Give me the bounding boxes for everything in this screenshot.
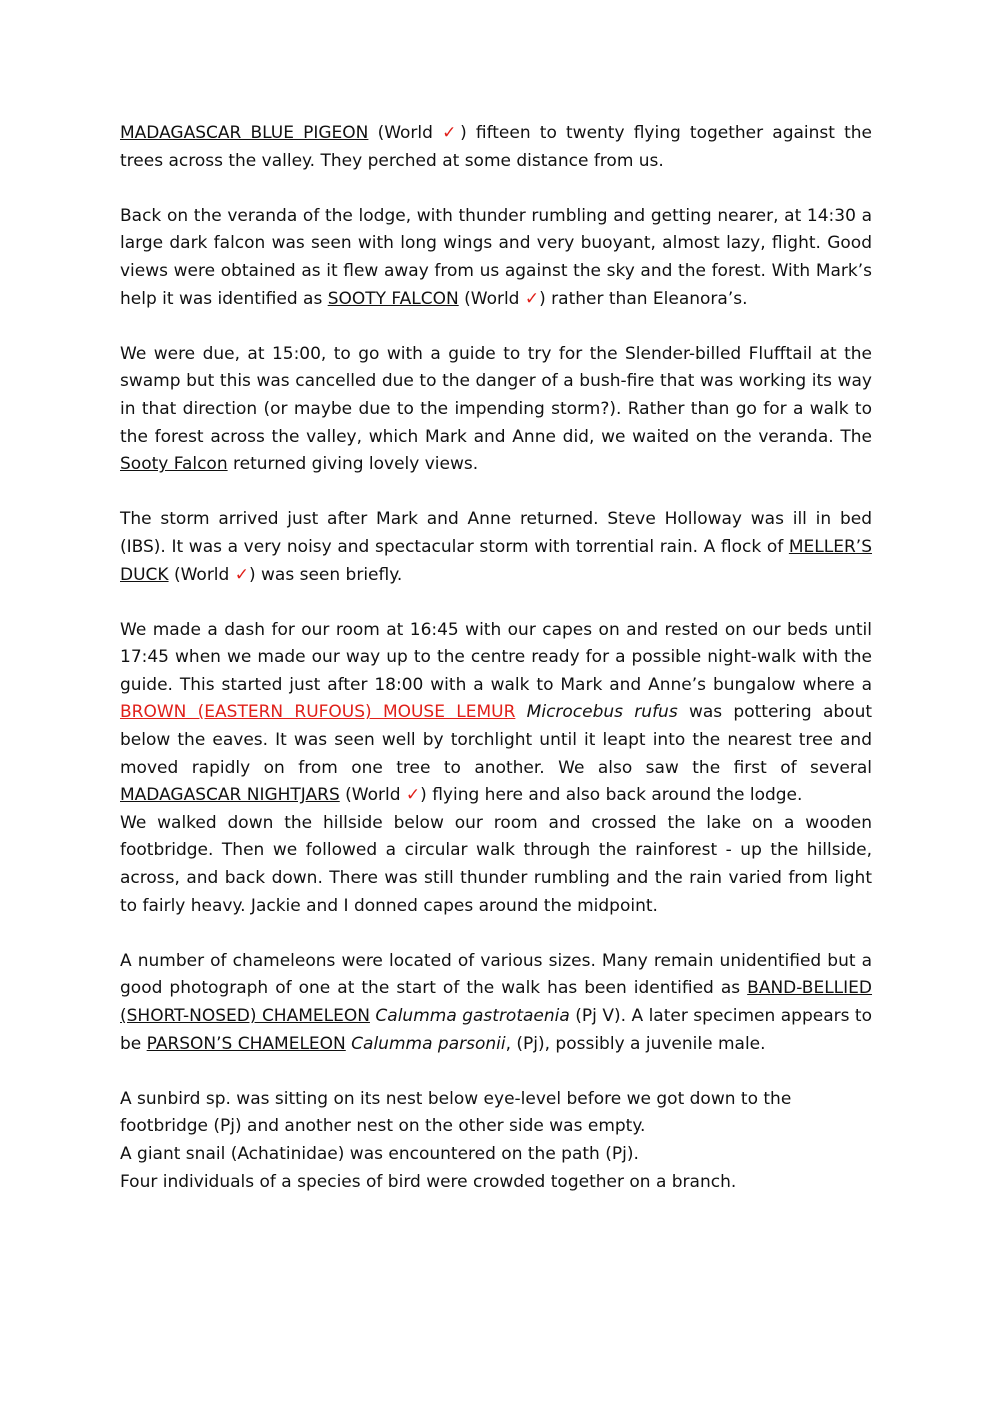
text-run: ) rather than Eleanora’s.	[539, 288, 748, 309]
paragraph-storm	[120, 506, 872, 589]
text-run: A number of chameleons were located of various sizes. Many remain unidentified but a good photograph of one at the start of the walk has been identified as	[120, 950, 872, 999]
species-name: MADAGASCAR NIGHTJARS	[120, 785, 340, 806]
text-run: We walked down the hillside below our room and crossed the lake on a wooden footbridge. Then we followed a circular walk through the rainforest - up the hillside, across, and back down. There was still thunder rumbling and the rain varied from light to fairly heavy. Jackie and I donned capes around the midpoint.	[120, 812, 872, 916]
text-run: was pottering about below the eaves. It was seen well by torchlight until it leapt into the nearest tree and moved rapidly on from one tree to another. We also saw the first of several	[120, 702, 873, 778]
species-name: PARSON’S CHAMELEON	[146, 1033, 346, 1054]
document-page	[120, 120, 872, 1196]
text-run: (World	[368, 123, 443, 143]
latin-name: Microcebus rufus	[526, 702, 678, 723]
paragraph-blue-pigeon	[120, 120, 872, 175]
species-name: Sooty Falcon	[120, 454, 228, 475]
text-run: (World	[168, 564, 235, 585]
text-line: Four individuals of a species of bird were crowded together on a branch.	[120, 1171, 737, 1192]
checkmark-icon: ✓	[524, 288, 540, 309]
text-run: ) flying here and also back around the lodge.	[420, 785, 803, 806]
text-line: A sunbird sp. was sitting on its nest below eye-level before we got down to the footbridge (Pj) and another nest on the other side was empty.	[120, 1088, 792, 1137]
species-name: BAND-BELLIED (SHORT-NOSED) CHAMELEON	[120, 978, 872, 1026]
paragraph-sunbird	[120, 1086, 872, 1196]
paragraph-night-walk	[120, 617, 872, 810]
checkmark-icon: ✓	[442, 123, 461, 143]
text-run: , (Pj), possibly a juvenile male.	[505, 1033, 766, 1054]
text-run: ) fifteen to twenty flying together against the trees across the valley. They perched at some distance from us.	[120, 123, 872, 171]
paragraph-footbridge	[120, 810, 872, 920]
text-run: We made a dash for our room at 16:45 with our capes on and rested on our beds until 17:45 when we made our way up to the centre ready for a possible night-walk with the guide. This started just after 18:00 with a walk to Mark and Anne’s bungalow where a	[120, 619, 872, 695]
checkmark-icon: ✓	[405, 785, 421, 806]
species-name: MADAGASCAR BLUE PIGEON	[120, 123, 369, 143]
text-run: (World	[458, 288, 525, 309]
paragraph-chameleons	[120, 948, 872, 1058]
species-name: MELLER’S DUCK	[120, 536, 872, 585]
latin-name: Calumma gastrotaenia	[375, 1006, 570, 1026]
latin-name: Calumma parsonii	[351, 1033, 506, 1054]
text-run	[515, 702, 526, 722]
text-run: We were due, at 15:00, to go with a guide to try for the Slender-billed Flufftail at the swamp but this was cancelled due to the danger of a bush-fire that was working its way in that direction (or maybe due to the impending storm?). Rather than go for a walk to the forest across the valley, which Mark and Anne did, we waited on the veranda. The	[120, 343, 872, 447]
text-run: Back on the veranda of the lodge, with thunder rumbling and getting nearer, at 14:30 a large dark falcon was seen with long wings and very buoyant, almost lazy, flight. Good views were obtained as it flew away from us against the sky and the forest. With Mark’s help it was identified as	[120, 205, 872, 309]
species-name-highlighted: BROWN (EASTERN RUFOUS) MOUSE LEMUR	[120, 702, 516, 723]
text-run: (Pj V). A later specimen appears to be	[120, 1006, 872, 1054]
text-run: (World	[339, 785, 406, 806]
text-run: ) was seen briefly.	[248, 564, 403, 585]
paragraph-sooty-falcon	[120, 203, 872, 313]
checkmark-icon: ✓	[234, 564, 249, 585]
species-name: SOOTY FALCON	[327, 288, 459, 309]
text-line: A giant snail (Achatinidae) was encountered on the path (Pj).	[120, 1143, 639, 1164]
text-run: The storm arrived just after Mark and Anne returned. Steve Holloway was ill in bed (IBS). It was a very noisy and spectacular storm with torrential rain. A flock of	[120, 509, 872, 557]
text-run: returned giving lovely views.	[227, 454, 479, 475]
paragraph-flufftail	[120, 341, 872, 479]
